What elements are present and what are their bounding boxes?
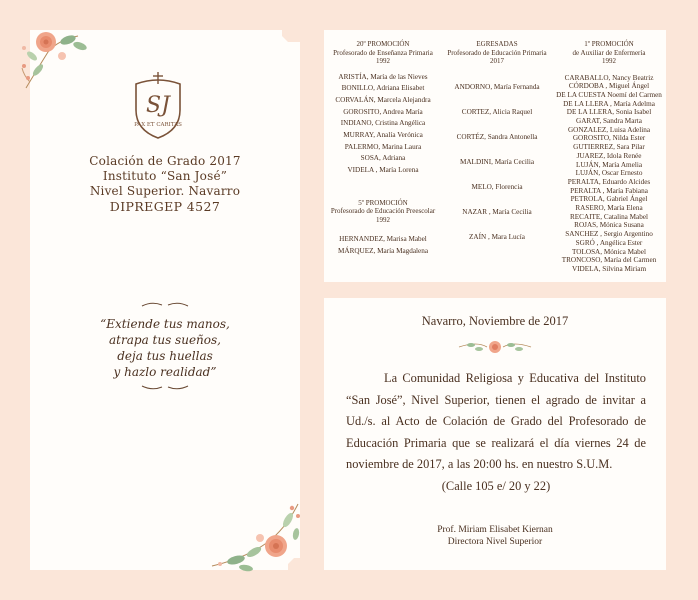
divider-ornament-icon: [140, 382, 190, 392]
list-item: PERALTA , María Fabiana: [570, 186, 648, 195]
signature-block: [324, 524, 666, 548]
column-heading: [442, 40, 552, 66]
list-item: SANCHEZ , Sergio Argentino: [565, 230, 653, 239]
floral-divider-icon: [457, 339, 533, 355]
list-item: NAZAR , María Cecilia: [462, 207, 532, 216]
graduate-list: [442, 75, 552, 250]
quote-block: [30, 316, 300, 380]
institute-name: Instituto “San José”: [102, 169, 228, 183]
graduates-card: [324, 30, 666, 282]
list-item: BONILLO, Adriana Elisabet: [341, 84, 425, 93]
promotion-year: 1992: [602, 57, 616, 65]
list-item: DE LA LLERA , María Adelma: [563, 99, 655, 108]
list-item: JUAREZ, Idola Renée: [576, 151, 642, 160]
quote-line: y hazlo realidad”: [113, 365, 217, 379]
list-item: ROJAS, Mónica Susana: [574, 221, 644, 230]
list-item: CARABALLO, Nancy Beatriz: [564, 73, 654, 82]
promotion-career: Profesorado de Educación Primaria: [447, 48, 547, 57]
list-item: INDIANO, Cristina Angélica: [340, 119, 426, 128]
list-item: TRONCOSO, María del Carmen: [561, 256, 657, 265]
invitation-text: La Comunidad Religiosa y Educativa del Instituto “San José”, Nivel Superior, tienen el agrado de invitar a Ud./s. al Acto de Colación de Grado del Profesorado de Educación Primaria que se realizará el día viernes 24 de noviembre de 2017, a las 20:00 hs. en nuestro S.U.M.: [346, 371, 646, 471]
quote-line: deja tus huellas: [117, 349, 213, 363]
svg-text:PAX ET CARITAS: PAX ET CARITAS: [134, 122, 182, 128]
institute-level: Nivel Superior. Navarro: [89, 184, 241, 198]
list-item: CÓRDOBA , Miguel Ángel: [568, 82, 650, 91]
column-heading: [324, 40, 442, 66]
column-1992-enfermeria: [552, 40, 666, 274]
graduate-list: [552, 74, 666, 274]
list-item: LUJÁN, María Amelia: [575, 160, 643, 169]
list-item: VIDELA , María Lorena: [347, 166, 419, 175]
list-item: GOROSITO, Andrea María: [343, 107, 423, 116]
ceremony-title: Colación de Grado 2017: [89, 154, 241, 168]
list-item: PERALTA, Eduardo Alcides: [567, 177, 651, 186]
list-item: DE LA LLERA, Sonia Isabel: [566, 108, 652, 117]
promotion-title: 1º PROMOCIÓN: [584, 40, 634, 48]
list-item: GARAT, Sandra Marta: [576, 117, 642, 126]
list-item: PETROLA, Gabriel Ángel: [570, 195, 648, 204]
list-item: VIDELA, Silvina Miriam: [571, 264, 647, 273]
promotion-title: 20º PROMOCIÓN: [356, 40, 410, 48]
promotion-year: 1992: [376, 215, 390, 224]
list-item: SOSA, Adriana: [360, 154, 406, 163]
invitation-address: (Calle 105 e/ 20 y 22): [441, 478, 551, 493]
invitation-card: [324, 298, 666, 570]
list-item: HERNANDEZ, Marisa Mabel: [339, 235, 427, 244]
list-item: DE LA CUESTA Noemí del Carmen: [556, 90, 662, 99]
list-item: CORTÉZ, Sandra Antonella: [456, 132, 538, 141]
list-item: CORTEZ, Alicia Raquel: [461, 107, 533, 116]
list-item: ANDORNO, María Fernanda: [454, 82, 540, 91]
quote-line: atrapa tus sueños,: [109, 333, 221, 347]
promotion-career: Profesorado de Enseñanza Primaria: [333, 48, 433, 57]
list-item: MELO, Florencia: [471, 182, 523, 191]
graduate-list: [324, 72, 442, 177]
graduation-header: [0, 154, 330, 214]
svg-text:SJ: SJ: [146, 93, 170, 118]
column-1992-primaria: [324, 40, 442, 258]
list-item: RECAITE, Catalina Mabel: [569, 212, 649, 221]
list-item: ARISTÍA, María de las Nieves: [338, 72, 428, 81]
list-item: GONZALEZ, Luisa Adelina: [567, 125, 651, 134]
list-item: GUTIERREZ, Sara Pilar: [573, 143, 645, 152]
flower-corner-topleft-icon: [18, 18, 90, 98]
list-item: MURRAY, Analía Verónica: [343, 131, 423, 140]
list-item: PALERMO, Marina Laura: [344, 142, 422, 151]
list-item: RASERO, María Elena: [575, 204, 643, 213]
list-item: MALDINI, María Cecilia: [459, 157, 535, 166]
quote-line: “Extiende tus manos,: [100, 317, 230, 331]
promotion-title: EGRESADAS: [476, 40, 518, 48]
promotion-career: Profesorado de Educación Preescolar: [330, 207, 436, 216]
list-item: SGRÓ , Angélica Ester: [575, 238, 643, 247]
promotion-year: 2017: [490, 57, 504, 65]
signer-name: Prof. Miriam Elisabet Kiernan: [437, 525, 553, 535]
signer-title: Directora Nivel Superior: [447, 537, 543, 547]
invitation-date: Navarro, Noviembre de 2017: [421, 314, 569, 328]
promotion-career: de Auxiliar de Enfermería: [572, 48, 646, 57]
column-2017-egresadas: [442, 40, 552, 250]
invitation-body: [346, 368, 646, 497]
list-item: GOROSITO, Nilda Ester: [572, 134, 646, 143]
list-item: ZAÍN , Mara Lucía: [469, 232, 525, 241]
graduate-list: [324, 234, 442, 257]
promotion-year: 1992: [376, 57, 390, 65]
list-item: CORVALÁN, Marcela Alejandra: [335, 95, 431, 104]
crest-logo: [130, 70, 186, 140]
institute-code: DIPREGEP 4527: [109, 199, 221, 214]
column-heading: [552, 40, 666, 66]
list-item: LUJÁN, Oscar Ernesto: [575, 169, 643, 178]
column-heading: [324, 199, 442, 225]
list-item: TOLOSA, Mónica Mabel: [572, 247, 646, 256]
divider-ornament-icon: [140, 300, 190, 310]
promotion-title: 5º PROMOCIÓN: [358, 198, 408, 207]
flower-corner-bottomright-icon: [206, 494, 306, 578]
list-item: MÁRQUEZ, María Magdalena: [337, 247, 429, 256]
